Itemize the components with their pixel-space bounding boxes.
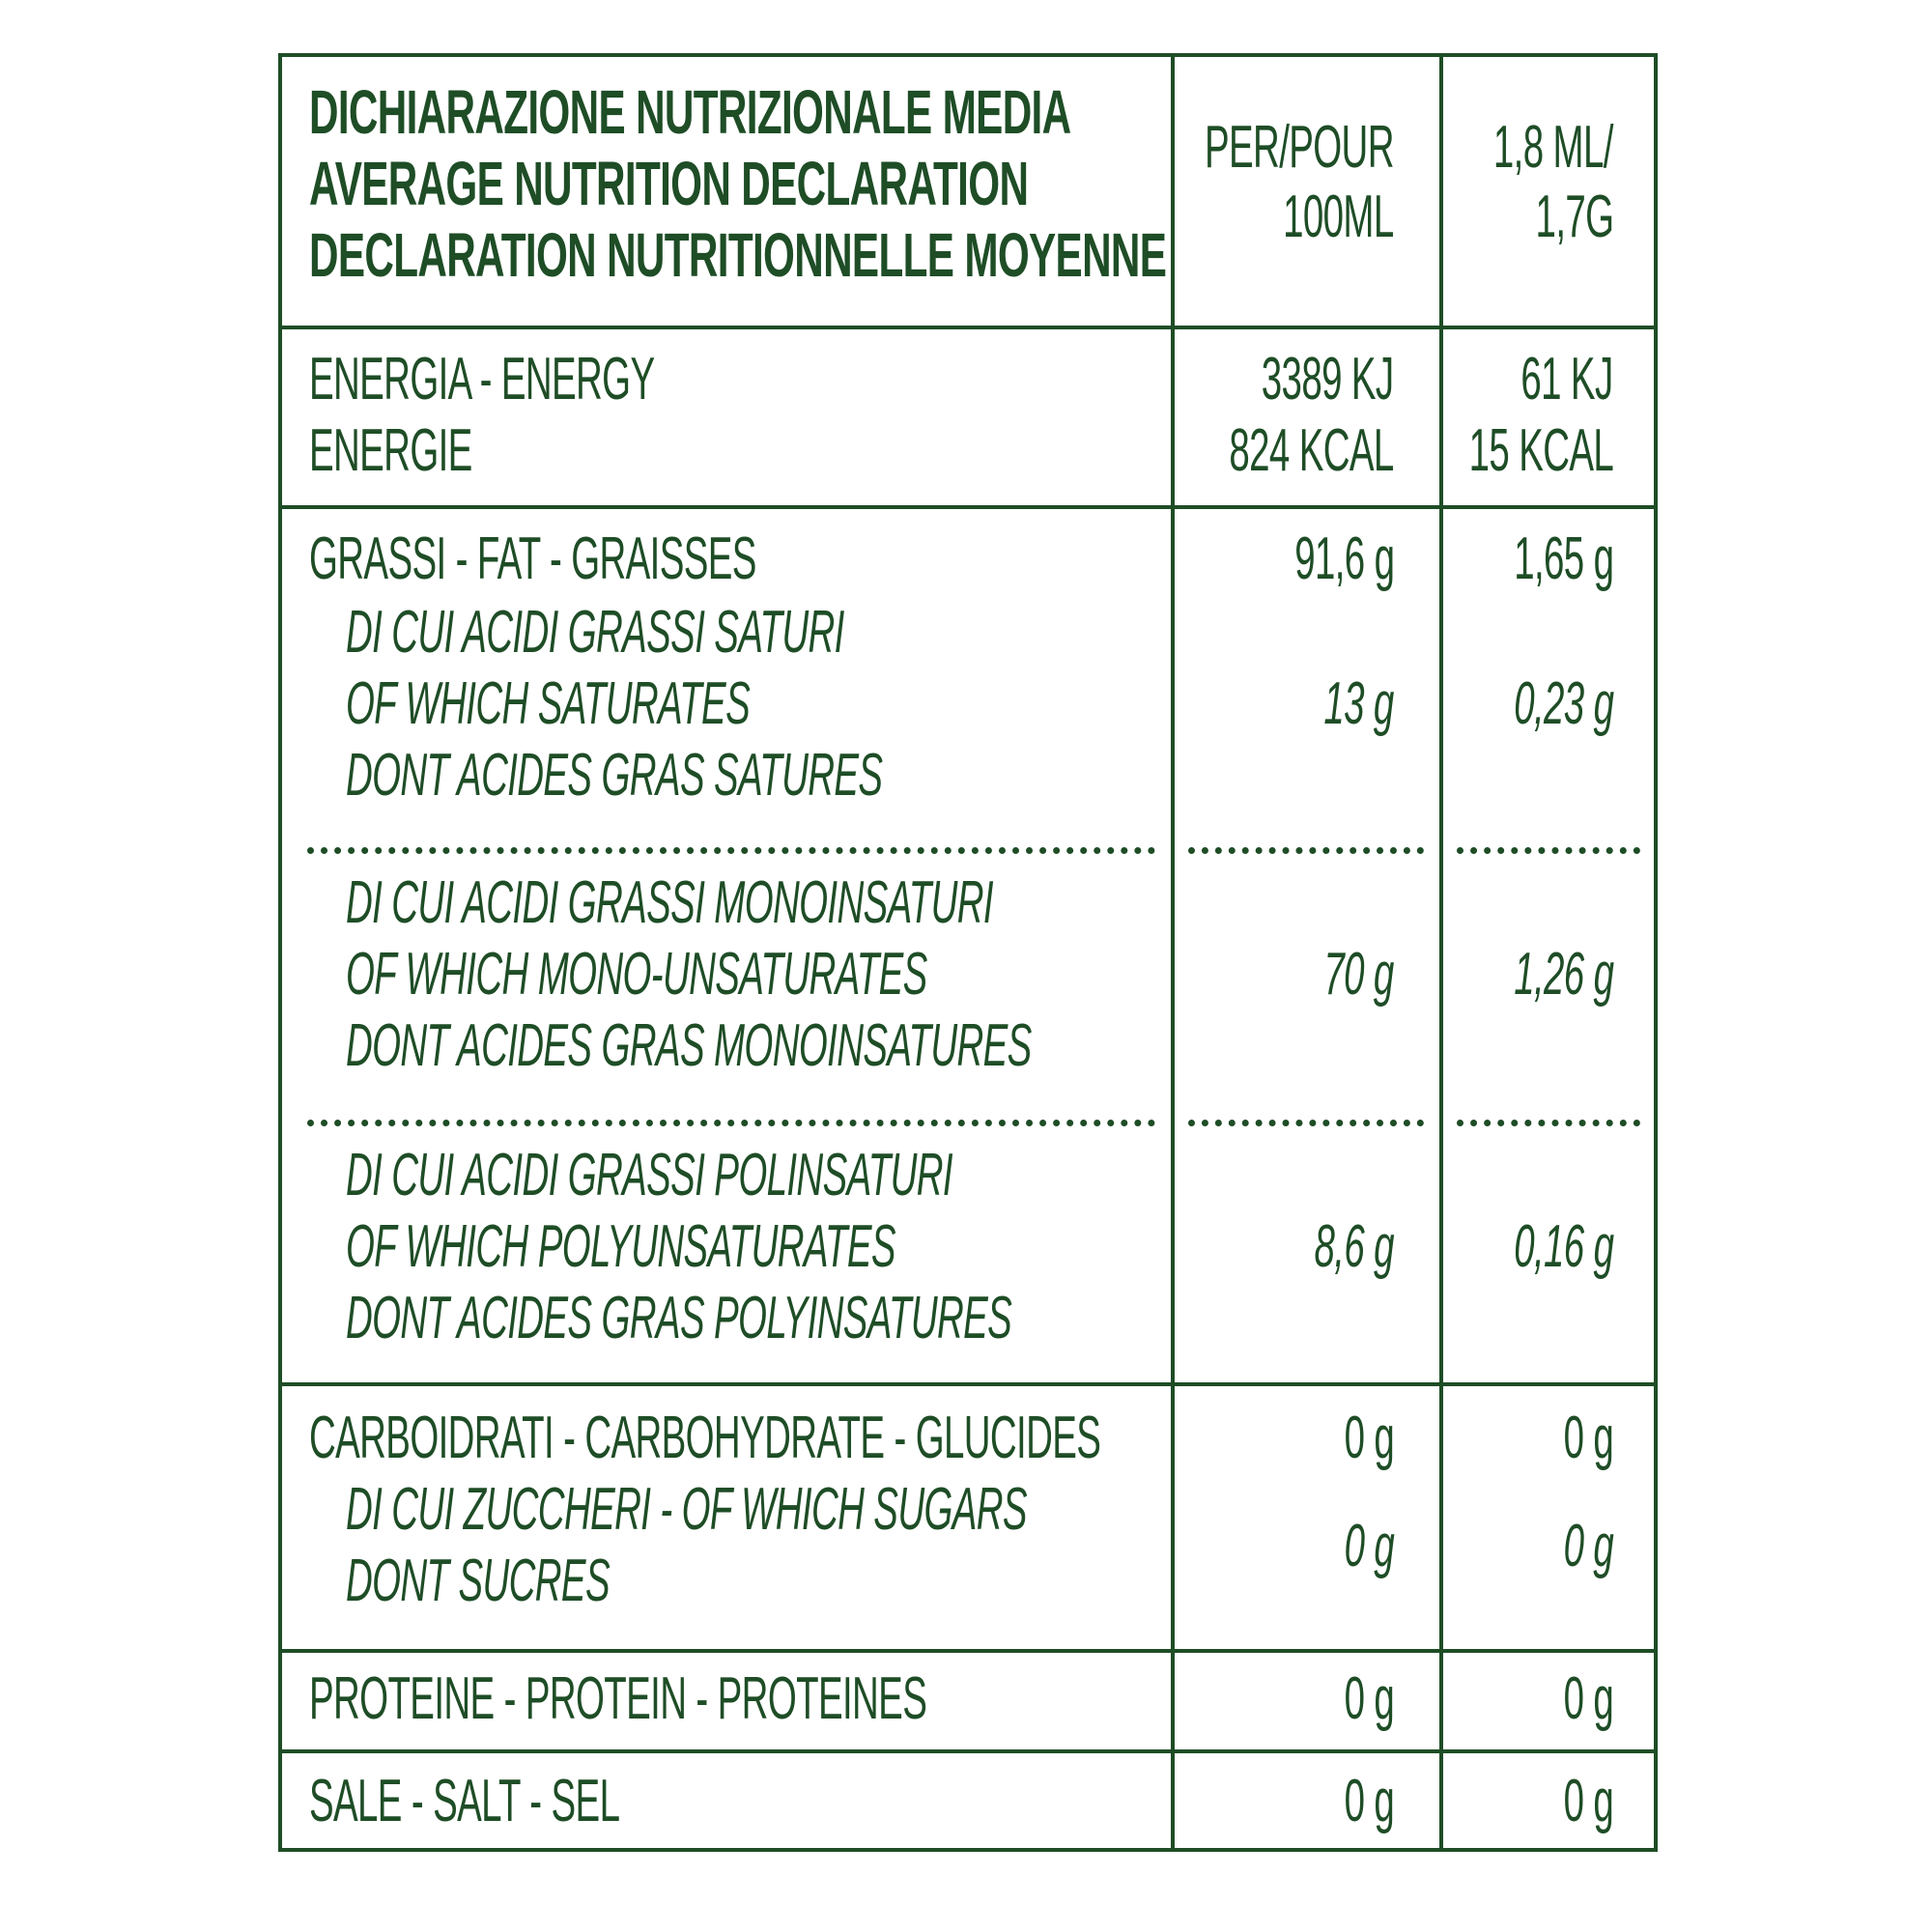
energy-kj-portion: 61 KJ: [1520, 346, 1613, 412]
protein-100ml: 0 g: [1344, 1665, 1394, 1732]
per-100ml-header: PER/POUR: [1205, 114, 1394, 181]
energy-label: ENERGIA - ENERGY: [309, 346, 655, 412]
fat-label: GRASSI - FAT - GRAISSES: [309, 526, 756, 592]
protein-portion: 0 g: [1563, 1665, 1613, 1732]
mono-portion: 1,26 g: [1513, 941, 1613, 1008]
per-portion-header: 1,8 ML/: [1493, 114, 1613, 181]
poly-label-en: OF WHICH POLYUNSATURATES: [346, 1213, 895, 1280]
fat-100ml: 91,6 g: [1293, 526, 1394, 592]
salt-portion: 0 g: [1563, 1768, 1613, 1834]
energy-kcal-portion: 15 KCAL: [1468, 417, 1613, 484]
salt-100ml: 0 g: [1344, 1768, 1394, 1834]
row-divider: [282, 1649, 1654, 1653]
salt-label: SALE - SALT - SEL: [309, 1768, 620, 1834]
title-french: DECLARATION NUTRITIONNELLE MOYENNE: [309, 220, 1167, 290]
sugars-label-fr: DONT SUCRES: [346, 1548, 610, 1614]
row-divider: [282, 326, 1654, 329]
saturates-label-it: DI CUI ACIDI GRASSI SATURI: [346, 599, 844, 666]
saturates-label-fr: DONT ACIDES GRAS SATURES: [346, 742, 883, 809]
per-portion-header-unit: 1,7G: [1535, 184, 1613, 250]
poly-label-fr: DONT ACIDES GRAS POLYINSATURES: [346, 1285, 1012, 1351]
saturates-100ml: 13 g: [1323, 670, 1394, 737]
dotted-divider: [307, 1120, 1155, 1126]
carbohydrate-label: CARBOIDRATI - CARBOHYDRATE - GLUCIDES: [309, 1405, 1101, 1471]
saturates-label-en: OF WHICH SATURATES: [346, 670, 751, 737]
sugars-label: DI CUI ZUCCHERI - OF WHICH SUGARS: [346, 1476, 1027, 1543]
row-divider: [282, 1382, 1654, 1386]
dotted-divider: [1188, 847, 1424, 854]
dotted-divider: [307, 847, 1155, 854]
sugars-portion: 0 g: [1563, 1513, 1613, 1579]
per-100ml-header-unit: 100ML: [1283, 184, 1394, 250]
protein-label: PROTEINE - PROTEIN - PROTEINES: [309, 1665, 927, 1732]
row-divider: [282, 505, 1654, 509]
poly-label-it: DI CUI ACIDI GRASSI POLINSATURI: [346, 1142, 952, 1208]
energy-kj-100ml: 3389 KJ: [1262, 346, 1394, 412]
energy-label-fr: ENERGIE: [309, 417, 472, 484]
row-divider: [282, 1749, 1654, 1753]
carbohydrate-100ml: 0 g: [1344, 1405, 1394, 1471]
fat-portion: 1,65 g: [1513, 526, 1613, 592]
carbohydrate-portion: 0 g: [1563, 1405, 1613, 1471]
title-english: AVERAGE NUTRITION DECLARATION: [309, 149, 1029, 218]
dotted-divider: [1457, 847, 1640, 854]
dotted-divider: [1457, 1120, 1640, 1126]
sugars-100ml: 0 g: [1344, 1513, 1394, 1579]
title-italian: DICHIARAZIONE NUTRIZIONALE MEDIA: [309, 77, 1071, 147]
dotted-divider: [1188, 1120, 1424, 1126]
poly-portion: 0,16 g: [1513, 1213, 1613, 1280]
energy-kcal-100ml: 824 KCAL: [1229, 417, 1394, 484]
mono-label-fr: DONT ACIDES GRAS MONOINSATURES: [346, 1012, 1032, 1079]
saturates-portion: 0,23 g: [1513, 670, 1613, 737]
poly-100ml: 8,6 g: [1314, 1213, 1394, 1280]
mono-label-en: OF WHICH MONO-UNSATURATES: [346, 941, 927, 1008]
nutrition-table: [278, 53, 1658, 1852]
mono-label-it: DI CUI ACIDI GRASSI MONOINSATURI: [346, 869, 993, 936]
mono-100ml: 70 g: [1323, 941, 1394, 1008]
